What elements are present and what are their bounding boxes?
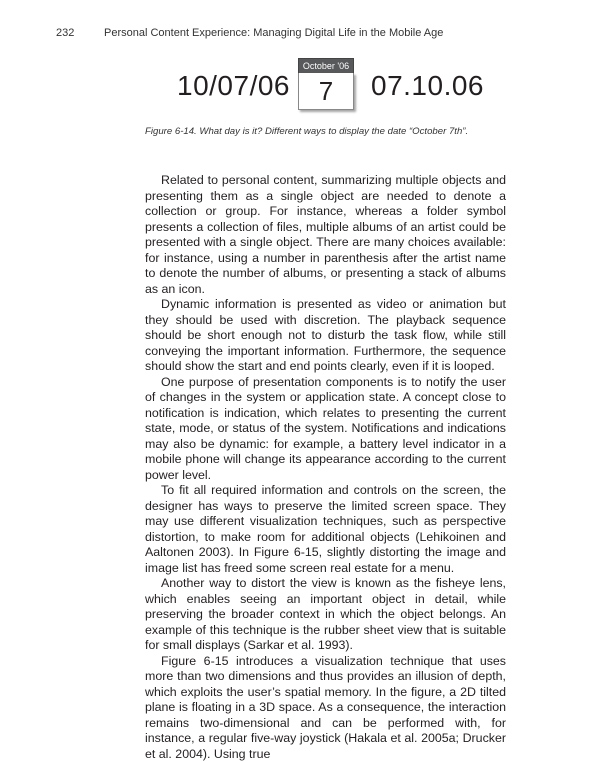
body-text — [145, 173, 506, 762]
calendar-icon — [298, 58, 354, 110]
date-eu-format: 07.10.06 — [371, 70, 484, 102]
figure-caption: Figure 6-14. What day is it? Different ways to display the date “October 7th”. — [145, 126, 565, 137]
calendar-day: 7 — [298, 73, 354, 110]
running-header — [56, 27, 560, 41]
paragraph: To fit all required information and controls on the screen, the designer has ways to preserve the limited screen space. They may use different visualization techniques, such as perspective distortion, to make room for additional objects (Lehikoinen and Aaltonen 2003). In Figure 6-15, slightly distorting the image and image list has freed some screen real estate for a menu. — [145, 483, 506, 576]
figure-6-14 — [0, 58, 600, 118]
paragraph: Dynamic information is presented as video or animation but they should be used with discretion. The playback sequence should be short enough not to disturb the task flow, while still conveying the important information. Furthermore, the sequence should show the start and end points clearly, even if it is looped. — [145, 297, 506, 375]
paragraph: Another way to distort the view is known as the fisheye lens, which enables seeing an important object in detail, while preserving the broader context in which the object belongs. An example of this technique is the rubber sheet view that is suitable for small displays (Sarkar et al. 1993). — [145, 576, 506, 654]
book-title: Personal Content Experience: Managing Digital Life in the Mobile Age — [104, 27, 443, 39]
date-us-format: 10/07/06 — [177, 70, 290, 102]
page-number: 232 — [56, 27, 74, 39]
paragraph: Related to personal content, summarizing multiple objects and presenting them as a single object are needed to denote a collection or group. For instance, whereas a folder symbol presents a collection of files, multiple albums of an artist could be presented with a single object. There are many choices available: for instance, using a number in parenthesis after the artist name to denote the number of albums, or presenting a stack of albums as an icon. — [145, 173, 506, 297]
paragraph: One purpose of presentation components is to notify the user of changes in the system or application state. A concept close to notification is indication, which relates to presenting the current state, mode, or status of the system. Notifications and indications may also be dynamic: for example, a battery level indicator in a mobile phone will change its appearance according to the current power level. — [145, 375, 506, 484]
calendar-month: October '06 — [298, 58, 354, 74]
paragraph: Figure 6-15 introduces a visualization technique that uses more than two dimensions and thus provides an illusion of depth, which exploits the user’s spatial memory. In the figure, a 2D tilted plane is floating in a 3D space. As a consequence, the interaction remains two-dimensional and can be performed with, for instance, a regular five-way joystick (Hakala et al. 2005a; Drucker et al. 2004). Using true — [145, 654, 506, 762]
